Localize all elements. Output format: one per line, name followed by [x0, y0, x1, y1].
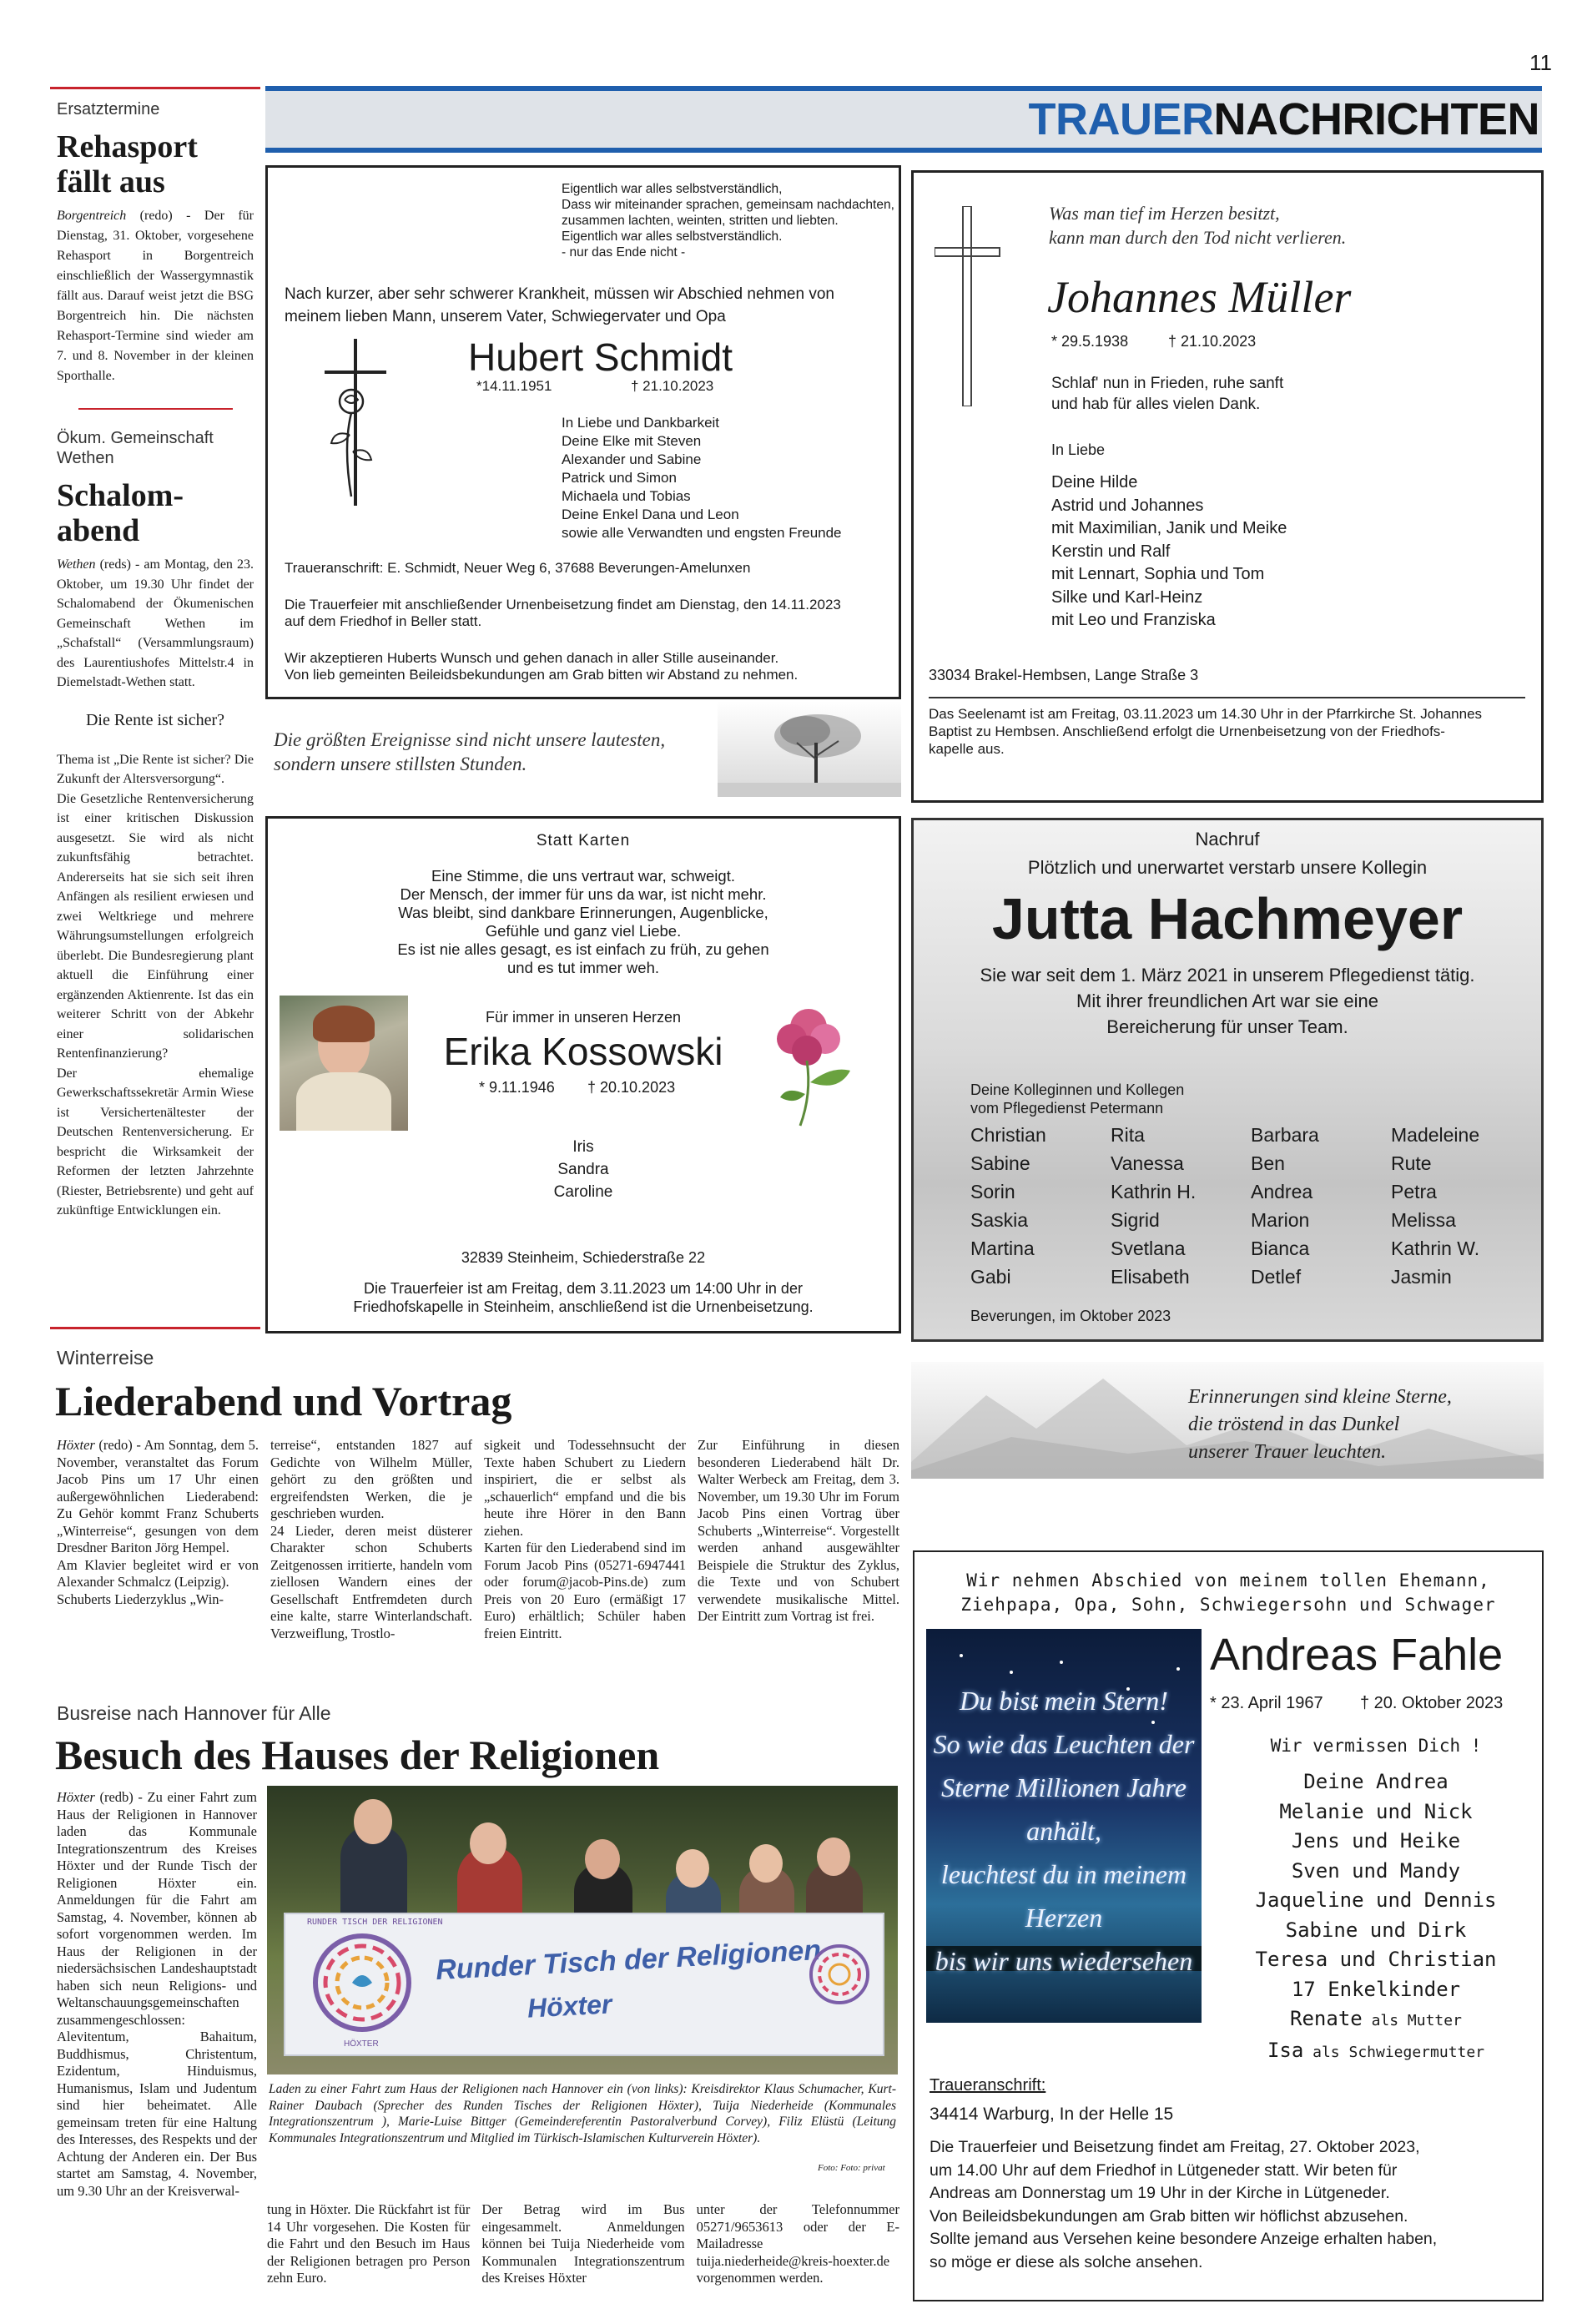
- star-line: Du bist mein Stern!: [960, 1686, 1168, 1716]
- fahle-born: * 23. April 1967: [1210, 1694, 1323, 1712]
- page-number: 11: [1529, 50, 1552, 75]
- mueller-rest-l2: und hab für alles vielen Dank.: [1051, 396, 1261, 413]
- colleague-name: Andrea: [1251, 1181, 1313, 1202]
- colleague-name: Barbara: [1251, 1124, 1319, 1146]
- kossowski-mourners: [268, 1136, 899, 1203]
- text-line: Bereicherung für unser Team.: [1106, 1016, 1348, 1037]
- kossowski-died: † 20.10.2023: [587, 1079, 676, 1096]
- renate-role: als Mutter: [1362, 2012, 1462, 2029]
- mueller-mourners: [1051, 471, 1287, 633]
- section-title-part2: NACHRICHTEN: [1213, 94, 1539, 144]
- mourner-line: Deine Andrea: [1303, 1770, 1449, 1793]
- group-photo: [267, 1786, 898, 2074]
- mourner-line: Alexander und Sabine: [562, 451, 702, 467]
- isa-role: als Schwiegermutter: [1303, 2043, 1485, 2061]
- kossowski-forever: Für immer in unseren Herzen: [485, 1009, 682, 1026]
- religion-logo-icon: [804, 1939, 874, 2009]
- kossowski-address: 32839 Steinheim, Schiederstraße 22: [461, 1249, 706, 1266]
- schalom-headline-l2: abend: [57, 513, 140, 548]
- quote-mountain-box: [911, 1362, 1544, 1479]
- mueller-name: Johannes Müller: [1047, 272, 1352, 322]
- winterreise-col3-p1: sigkeit und Todessehnsucht der Texte haben Schubert zu Liedern inspiriert, die er selbst als „schauerlich“ empfand und die bis heute ihre Hörer in den Bann ziehen.: [484, 1437, 686, 1539]
- names-column: [1391, 1121, 1531, 1291]
- mourner-line: Deine Hilde: [1051, 473, 1138, 492]
- winterreise-headline: Liederabend und Vortrag: [55, 1378, 512, 1424]
- mueller-divider: [929, 697, 1525, 698]
- fahle-address: 34414 Warburg, In der Helle 15: [930, 2105, 1174, 2124]
- winterreise-columns: [57, 1437, 899, 1642]
- poem-line: zusammen lachten, weinten, stritten und liebten.: [562, 214, 839, 228]
- schalom-kicker: Ökum. Gemeinschaft Wethen: [57, 429, 214, 467]
- winterreise-place: Höxter: [57, 1437, 95, 1453]
- colleague-name: Sabine: [970, 1152, 1030, 1174]
- names-column: [1111, 1121, 1251, 1291]
- quote-mountain: [1188, 1384, 1452, 1466]
- hachmeyer-intro: Plötzlich und unerwartet verstarb unsere Kollegin: [1027, 857, 1428, 878]
- cross-icon: [935, 206, 1001, 406]
- tree-icon: [718, 701, 901, 797]
- colleague-name: Sorin: [970, 1181, 1015, 1202]
- quote-mountain-l2: die tröstend in das Dunkel: [1188, 1414, 1400, 1435]
- person-head: [585, 1839, 620, 1879]
- winterreise-col1-p2: Am Klavier begleitet wird er von Alexander Schmalcz (Leipzig).: [57, 1556, 259, 1590]
- colleague-name: Madeleine: [1391, 1124, 1480, 1146]
- notice-hachmeyer: [911, 818, 1544, 1342]
- star-line: So wie das Leuchten der: [933, 1729, 1195, 1759]
- mourner-line: Sven und Mandy: [1291, 1858, 1461, 1883]
- portrait-scarf: [296, 1072, 391, 1131]
- fahle-mourners: [1210, 1767, 1542, 2067]
- mourner-line-renate: [1210, 2004, 1542, 2036]
- rehasport-headline: [57, 129, 254, 199]
- mueller-address: 33034 Brakel-Hembsen, Lange Straße 3: [929, 667, 1199, 683]
- header-bottom-rule: [265, 148, 1542, 153]
- isa-name: Isa: [1267, 2038, 1304, 2062]
- fahle-ceremony: [930, 2136, 1437, 2274]
- colleague-name: Gabi: [970, 1266, 1011, 1288]
- religionen-col3: Der Betrag wird im Bus eingesammelt. Anmeldungen können bei Tuija Niederheide vom Kommunalen Integrationszentrum des Kreises Höxter: [481, 2201, 685, 2286]
- kossowski-poem: [268, 867, 899, 977]
- rehasport-headline-l2: fällt aus: [57, 164, 165, 199]
- poem-line: Was bleibt, sind dankbare Erinnerungen, Augenblicke,: [398, 904, 768, 921]
- banner-title: Runder Tisch der Religionen: [435, 1933, 822, 1987]
- ceremony-line: Die Trauerfeier mit anschließender Urnenbeisetzung findet am Dienstag, den 14.11.2023: [285, 597, 841, 613]
- quote-tree-l1: Die größten Ereignisse sind nicht unsere lautesten,: [274, 729, 666, 750]
- section-title: [1029, 93, 1539, 145]
- mourner-line: Deine Enkel Dana und Leon: [562, 507, 739, 522]
- poem-line: Dass wir miteinander sprachen, gemeinsam nachdachten,: [562, 198, 894, 212]
- banner: [284, 1913, 884, 2056]
- winterreise-kicker: Winterreise: [57, 1347, 154, 1369]
- winterreise-col3-p2: Karten für den Liederabend sind im Forum Jacob Pins (05271-6947441 oder forum@jacob-Pins.de) zum Preis von 20 Euro (ermäßigt 17 Euro) erhältlich; Schüler haben freien Eintritt.: [484, 1540, 686, 1641]
- rehasport-text: (redo) - Der für Dienstag, 31. Oktober, vorgesehene Rehasport in Borgentreich einschließlich der Wassergymnastik fällt aus. Darauf weist jetzt die BSG Borgentreich hin. Die nächsten Rehasport-Termine sind wieder am 7. und 8. November in der kleinen Sporthalle.: [57, 209, 254, 383]
- ceremony-line: Von Beileidsbekundungen am Grab bitten wir höflichst abzusehen.: [930, 2206, 1408, 2226]
- religionen-columns: [267, 2201, 899, 2287]
- star-line: bis wir uns wiedersehen: [935, 1946, 1193, 1976]
- colleague-name: Melissa: [1391, 1209, 1456, 1231]
- colleague-name: Rita: [1111, 1124, 1145, 1146]
- banner-hoexter-small: HÖXTER: [344, 2039, 379, 2049]
- mourner-line: Michaela und Tobias: [562, 488, 691, 504]
- poem-line: Gefühle und ganz viel Liebe.: [485, 922, 682, 940]
- colleague-name: Kathrin H.: [1111, 1181, 1197, 1202]
- mueller-died: † 21.10.2023: [1168, 333, 1257, 350]
- mourner-line: Sabine und Dirk: [1285, 1918, 1467, 1942]
- fahle-name: Andreas Fahle: [1210, 1630, 1504, 1680]
- sidebar: [57, 100, 254, 1221]
- ceremony-line: Baptist zu Hembsen. Anschließend erfolgt die Urnenbeisetzung von der Friedhofs-: [929, 723, 1445, 739]
- colleague-name: Elisabeth: [1111, 1266, 1190, 1288]
- religionen-col4: unter der Telefonnummer 05271/9653613 oder der E-Mailadresse tuija.niederheide@kreis-hoexter.de vorgenommen werden.: [696, 2201, 899, 2286]
- star-line: Sterne Millionen Jahre: [941, 1772, 1187, 1802]
- schmidt-born: *14.11.1951: [476, 378, 552, 394]
- banner-subtitle: Höxter: [527, 1989, 613, 2024]
- rehasport-kicker: Ersatztermine: [57, 100, 160, 118]
- star-sparkle: [960, 1654, 963, 1657]
- wish-line: Wir akzeptieren Huberts Wunsch und gehen danach in aller Stille auseinander.: [285, 650, 779, 666]
- mourner-line: Deine Elke mit Steven: [562, 433, 702, 449]
- banner-small: RUNDER TISCH DER RELIGIONEN: [307, 1918, 443, 1927]
- winterreise-col2: [270, 1437, 472, 1642]
- winterreise-col3: [484, 1437, 686, 1642]
- mourner-line: Melanie und Nick: [1279, 1799, 1473, 1823]
- mourner-line-isa: [1210, 2036, 1542, 2068]
- mourner-line: mit Maximilian, Janik und Meike: [1051, 519, 1287, 537]
- kossowski-born: * 9.11.1946: [479, 1079, 555, 1096]
- ceremony-line: auf dem Friedhof in Beller statt.: [285, 613, 482, 629]
- schalom-text: (reds) - am Montag, den 23. Oktober, um 19.30 Uhr findet der Schalomabend der Ökumenischen Gemeinschaft Wethen im „Schafstall“ (Versammlungsraum) des Laurentiushofes Mittelstr.4 in Diemelstadt-Wethen statt.: [57, 557, 254, 689]
- notice-kossowski: [265, 816, 901, 1333]
- mueller-rest-l1: Schlaf' nun in Frieden, ruhe sanft: [1051, 375, 1284, 392]
- colleague-name: Vanessa: [1111, 1152, 1184, 1174]
- schalom-body2: Thema ist „Die Rente ist sicher? Die Zukunft der Altersversorgung“.: [57, 752, 254, 786]
- person-head: [817, 1838, 850, 1876]
- fahle-intro-l2: Ziehpapa, Opa, Sohn, Schwiegersohn und Schwager: [960, 1595, 1496, 1615]
- religionen-headline: Besuch des Hauses der Religionen: [55, 1732, 660, 1778]
- colleague-name: Bianca: [1251, 1238, 1310, 1259]
- quote-mountain-l1: Erinnerungen sind kleine Sterne,: [1188, 1386, 1452, 1408]
- mourner-line: mit Leo und Franziska: [1051, 611, 1216, 629]
- person-head: [749, 1844, 783, 1883]
- names-column: [970, 1121, 1111, 1291]
- colleague-name: Detlef: [1251, 1266, 1302, 1288]
- mueller-in-liebe: In Liebe: [1051, 441, 1106, 458]
- ceremony-line: Das Seelenamt ist am Freitag, 03.11.2023 um 14.30 Uhr in der Pfarrkirche St. Johannes: [929, 706, 1483, 722]
- photo-credit: Foto: Foto: privat: [818, 2163, 885, 2173]
- kossowski-ceremony-l2: Friedhofskapelle in Steinheim, anschließend ist die Urnenbeisetzung.: [353, 1298, 814, 1315]
- star-card-text: [926, 1679, 1202, 1983]
- religionen-col2: tung in Höxter. Die Rückfahrt ist für 14 Uhr vorgesehen. Die Kosten für die Fahrt und den Besuch im Haus der Religionen betragen pro Person zehn Euro.: [267, 2201, 471, 2286]
- quote-tree: [274, 728, 665, 776]
- schalom-place: Wethen: [57, 557, 96, 572]
- mueller-quote-l1: Was man tief im Herzen besitzt,: [1049, 203, 1280, 224]
- person-head: [470, 1822, 506, 1864]
- religionen-kicker: Busreise nach Hannover für Alle: [57, 1702, 331, 1724]
- mourner-line: Iris: [572, 1138, 594, 1156]
- mourner-line: sowie alle Verwandten und engsten Freunde: [562, 525, 842, 541]
- poem-line: - nur das Ende nicht -: [562, 245, 686, 260]
- notice-fahle: [913, 1550, 1544, 2301]
- star-line: leuchtest du in meinem: [940, 1859, 1187, 1889]
- colleague-name: Christian: [970, 1124, 1046, 1146]
- ceremony-line: Andreas am Donnerstag um 19 Uhr in der Kirche in Lütgeneder.: [930, 2184, 1390, 2202]
- ceremony-line: Die Trauerfeier und Beisetzung findet am Freitag, 27. Oktober 2023,: [930, 2138, 1420, 2156]
- mourner-line: In Liebe und Dankbarkeit: [562, 415, 720, 431]
- colleague-name: Sigrid: [1111, 1209, 1160, 1231]
- poem-line: Eigentlich war alles selbstverständlich,: [562, 182, 783, 196]
- rehasport-body: [57, 206, 254, 386]
- mourner-line: Teresa und Christian: [1255, 1948, 1497, 1971]
- intro-line: meinem lieben Mann, unserem Vater, Schwiegervater und Opa: [285, 308, 726, 325]
- winterreise-col2-p2: 24 Lieder, deren meist düsterer Charakter schon Schuberts Zeitgenossen irritierte, handeln vom ziellosen Wandern eines der Gesellschaft Entfremdeten durch eine kalte, starre Winterlandschaft. Verzweiflung, Trostlo-: [270, 1522, 472, 1641]
- schmidt-poem: [562, 181, 894, 260]
- mueller-ceremony: [929, 705, 1482, 758]
- ceremony-line: kapelle aus.: [929, 741, 1005, 757]
- colleague-name: Jasmin: [1391, 1266, 1452, 1288]
- kossowski-ceremony: [268, 1279, 899, 1316]
- schmidt-wish: [285, 650, 798, 683]
- star-line: anhält,: [1026, 1816, 1101, 1846]
- religionen-col1-text: (redb) - Zu einer Fahrt zum Haus der Religionen in Hannover laden das Kommunale Integrationszentrum des Kreises Höxter und der Runde Tisch der Religionen Höxter ein. Anmeldungen für die Fahrt am Samstag, 4. November, können ab sofort vorgenommen werden. Im Haus der Religionen in der niedersächsischen Landeshauptstadt haben sich neun Religions- und Weltanschauungsgemeinschaften zusammengeschlossen: Alevitentum, Bahaitum, Buddhismus, Christentum, Ezidentum, Hinduismus, Humanismus, Islam und Judentum sind hier beheimatet. Alle gemeinsam treten für eine Haltung des Interesses, des Respekts und der Achtung der Anderen ein. Der Bus startet am Samstag, 4. November, um 9.30 Uhr an der Kreisverwal-: [57, 1789, 257, 2199]
- names-column: [1251, 1121, 1391, 1291]
- text-line: Sie war seit dem 1. März 2021 in unserem Pflegedienst tätig.: [980, 965, 1475, 986]
- schalom-headline-l1: Schalom-: [57, 478, 184, 513]
- religionen-col1: [57, 1789, 257, 2200]
- schmidt-intro: [285, 283, 834, 328]
- winterreise-col4: [698, 1437, 899, 1642]
- colleague-name: Saskia: [970, 1209, 1029, 1231]
- person-head: [354, 1799, 392, 1844]
- religionen-place: Höxter: [57, 1789, 95, 1805]
- winterreise-col2-p1: terreise“, entstanden 1827 auf Gedichte von Wilhelm Müller, gehört zu den größten und ergreifendsten Werken, die je geschrieben wurden.: [270, 1437, 472, 1521]
- fahle-miss: Wir vermissen Dich !: [1270, 1736, 1482, 1756]
- star-line: Herzen: [1025, 1903, 1103, 1933]
- poem-line: Der Mensch, der immer für uns da war, ist nicht mehr.: [400, 885, 767, 903]
- schmidt-died: † 21.10.2023: [631, 378, 714, 394]
- colleague-name: Kathrin W.: [1391, 1238, 1480, 1259]
- ceremony-line: um 14.00 Uhr auf dem Friedhof in Lütgeneder statt. Wir beten für: [930, 2160, 1398, 2180]
- mourner-line: Silke und Karl-Heinz: [1051, 587, 1203, 607]
- schmidt-mourners: [562, 414, 842, 542]
- winterreise-col1-p3: Schuberts Liederzyklus „Win-: [57, 1591, 224, 1607]
- poem-line: und es tut immer weh.: [507, 959, 659, 976]
- hachmeyer-names-grid: [970, 1121, 1538, 1291]
- mourner-line: Caroline: [553, 1183, 613, 1201]
- hachmeyer-colleagues: [970, 1081, 1184, 1117]
- winterreise-col1-p1: [57, 1437, 259, 1557]
- mourner-line: Kerstin und Ralf: [1051, 542, 1171, 561]
- ceremony-line: Sollte jemand aus Versehen keine besondere Anzeige erhalten haben,: [930, 2230, 1438, 2248]
- colleagues-l2: vom Pflegedienst Petermann: [970, 1100, 1164, 1117]
- schalom-subhead: Die Rente ist sicher?: [85, 710, 225, 729]
- mueller-quote-l2: kann man durch den Tod nicht verlieren.: [1049, 227, 1347, 248]
- mourner-line: Sandra: [557, 1161, 609, 1178]
- fahle-intro-l1: Wir nehmen Abschied von meinem tollen Ehemann,: [966, 1570, 1490, 1591]
- rehasport-headline-l1: Rehasport: [57, 129, 198, 164]
- schalom-headline: [57, 478, 254, 548]
- schmidt-address: Traueranschrift: E. Schmidt, Neuer Weg 6, 37688 Beverungen-Amelunxen: [285, 560, 751, 576]
- colleague-name: Martina: [970, 1238, 1035, 1259]
- schalom-body: [57, 555, 254, 693]
- quote-tree-l2: sondern unsere stillsten Stunden.: [274, 754, 527, 774]
- mueller-rest: [1051, 373, 1283, 415]
- rehasport-place: Borgentreich: [57, 209, 127, 223]
- mourner-line: 17 Enkelkinder: [1291, 1977, 1461, 2001]
- hachmeyer-head: Nachruf: [1195, 829, 1260, 849]
- poem-line: Eine Stimme, die uns vertraut war, schweigt.: [431, 867, 735, 885]
- hachmeyer-name: Jutta Hachmeyer: [991, 886, 1464, 951]
- section-title-part1: TRAUER: [1028, 94, 1214, 144]
- poem-line: Eigentlich war alles selbstverständlich.: [562, 229, 783, 244]
- schmidt-name: Hubert Schmidt: [468, 335, 733, 379]
- colleague-name: Marion: [1251, 1209, 1310, 1231]
- mourner-line: mit Lennart, Sophia und Tom: [1051, 565, 1265, 583]
- sidebar-divider: [78, 408, 233, 410]
- sidebar-top-rule: [50, 87, 260, 89]
- cross-rose-icon: [318, 335, 393, 510]
- hachmeyer-text: [914, 962, 1541, 1040]
- religion-logo-icon: [304, 1924, 421, 2041]
- wish-line: Von lieb gemeinten Beileidsbekundungen am Grab bitten wir Abstand zu nehmen.: [285, 667, 799, 683]
- person-head: [676, 1849, 709, 1888]
- fahle-intro: [914, 1569, 1542, 1617]
- notice-schmidt: [265, 165, 901, 699]
- religionen-col1-p1: [57, 1789, 257, 2200]
- fahle-died: † 20. Oktober 2023: [1360, 1694, 1504, 1712]
- header-top-rule: [265, 86, 1542, 91]
- mourner-line: Astrid und Johannes: [1051, 496, 1204, 515]
- star-card: [926, 1629, 1202, 2023]
- colleague-name: Petra: [1391, 1181, 1437, 1202]
- flower-icon: [767, 1002, 867, 1127]
- mueller-born: * 29.5.1938: [1051, 333, 1129, 350]
- kossowski-ceremony-l1: Die Trauerfeier ist am Freitag, dem 3.11.2023 um 14:00 Uhr in der: [364, 1280, 803, 1297]
- kossowski-name: Erika Kossowski: [443, 1030, 723, 1073]
- schalom-body3: Die Gesetzliche Rentenversicherung ist einer kritischen Diskussion ausgesetzt. Sie wird als nicht zukunftsfähig betrachtet. Andererseits hat sie sich seit ihren Anfängen als resilient erwiesen und zwei Weltkriege und mehrere Währungsumstellungen erfolgreich überlebt. Die Bundesregierung plant aktuell die Einführung einer ergänzenden Aktienrente. Ist das ein weiterer Schritt von der Abkehr einer solidarischen Rentenfinanzierung?: [57, 791, 254, 1061]
- hachmeyer-place: Beverungen, im Oktober 2023: [970, 1308, 1171, 1324]
- ceremony-line: so möge er diese als solche ansehen.: [930, 2252, 1203, 2271]
- poem-line: Es ist nie alles gesagt, es ist einfach zu früh, zu gehen: [397, 940, 769, 958]
- winterreise-col1: [57, 1437, 259, 1642]
- sidebar-bottom-rule: [50, 1327, 260, 1329]
- quote-mountain-l3: unserer Trauer leuchten.: [1188, 1441, 1387, 1463]
- mourner-line: Jaqueline und Dennis: [1255, 1888, 1497, 1912]
- mourner-line: Patrick und Simon: [562, 470, 677, 486]
- schalom-body4: Der ehemalige Gewerkschaftssekretär Armin Wiese ist Versichertenältester der Deutschen Rentenversicherung. Er bespricht die Wirksamkeit der Reformen der letzten Jahrzehnte (Riester, Betriebsrente) und geht auf zukünftige Entwicklungen ein.: [57, 1066, 254, 1217]
- winterreise-col4-p1: Zur Einführung in diesen besonderen Liederabend hält Dr. Walter Werbeck am Freitag, dem 3. November, um 19.30 Uhr im Forum Jacob Pins einen Vortrag über Schuberts „Winterreise“. Vorgestellt werden anhand ausgewählter Beispiele die Struktur des Zyklus, die Texte und von Schubert verwendete musikalische Mittel. Der Eintritt zum Vortrag ist frei.: [698, 1437, 899, 1624]
- mourner-line: Jens und Heike: [1291, 1829, 1461, 1853]
- winterreise-col1-text: (redo) - Am Sonntag, dem 5. November, veranstaltet das Forum Jacob Pins um 17 Uhr einen außergewöhnlichen Liederabend: Zu Gehör kommt Franz Schuberts „Winterreise“, gesungen von dem Dresdner Bariton Jörg Hempel.: [57, 1437, 259, 1555]
- colleague-name: Svetlana: [1111, 1238, 1186, 1259]
- renate-name: Renate: [1290, 2007, 1363, 2030]
- colleague-name: Ben: [1251, 1152, 1285, 1174]
- photo-caption: Laden zu einer Fahrt zum Haus der Religionen nach Hannover ein (von links): Kreisdirektor Klaus Schumacher, Kurt-Rainer Daubach (Sprecher des Runden Tisches der Religionen Höxter), Tuija Niederheide (Kommunales Integrationszentrum ), Marie-Luise Bittger (Gemeindereferentin Pastoralverbund Corvey), Filiz Elüstü (Leitung Kommunales Integrationszentrum und Mitglied im Türkisch-Islamischen Kulturverein Höxter).: [269, 2082, 896, 2145]
- colleagues-l1: Deine Kolleginnen und Kollegen: [970, 1081, 1185, 1098]
- schmidt-ceremony: [285, 597, 841, 630]
- text-line: Mit ihrer freundlichen Art war sie eine: [1076, 991, 1378, 1011]
- fahle-address-label: Traueranschrift:: [930, 2076, 1046, 2095]
- notice-mueller: [911, 170, 1544, 803]
- intro-line: Nach kurzer, aber sehr schwerer Krankheit, müssen wir Abschied nehmen von: [285, 285, 834, 303]
- mueller-quote: [1049, 201, 1346, 250]
- kossowski-head: Statt Karten: [536, 832, 631, 849]
- colleague-name: Rute: [1391, 1152, 1432, 1174]
